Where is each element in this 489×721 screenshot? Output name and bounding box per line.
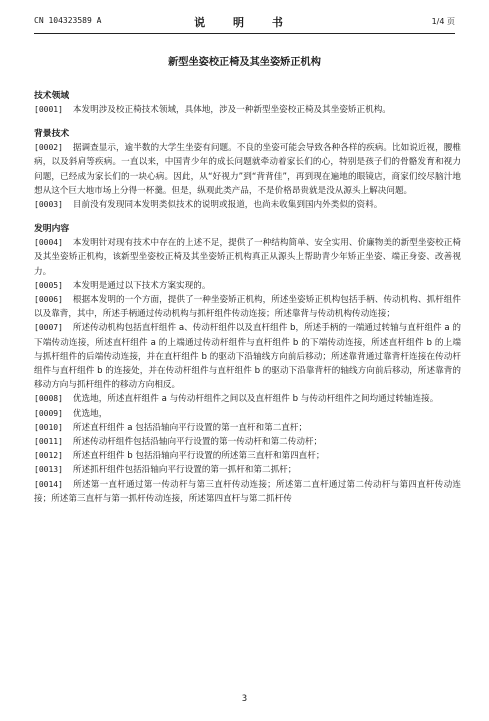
paragraph-number: [0008] — [34, 394, 63, 404]
page-counter: 1/4 页 — [431, 17, 455, 26]
paragraph-number: [0011] — [34, 437, 63, 447]
paragraph-number: [0014] — [34, 479, 63, 489]
paragraph-text: 据调查显示，逾半数的大学生坐姿有问题。不良的坐姿可能会导致各种各样的疾病。比如说近视，腰椎病，以及斜肩等疾病。一直以来，中国青少年的成长问题就牵动着家长们的心，特别是孩子们的骨骼发育和视力问题，已经成为家长们的一块心病。因此，从“好视力”到“背背佳”，再到现在遍地的眼镜店，商家们绞尽脑汁地想从这个巨大地市场上分得一杯羹。但是，纵观此类产品，不是价格昂贵就是没从源头上解决问题。 — [34, 143, 461, 196]
paragraph-text: 所述传动杆组件包括沿轴向平行设置的第一传动杆和第二传动杆； — [72, 437, 323, 448]
section-heading-background: 背景技术 — [34, 129, 70, 140]
paragraph-text: 所述第一直杆通过第一传动杆与第三直杆传动连接；所述第二直杆通过第二传动杆与第四直杆传动连接；所述第三直杆与第一抓杆传动连接，所述第四直杆与第二抓杆传 — [34, 479, 461, 504]
paragraph — [34, 236, 461, 279]
paragraph-text: 目前没有发现同本发明类似技术的说明或报道，也尚未收集到国内外类似的资料。 — [72, 200, 383, 211]
page-number: 3 — [241, 694, 248, 704]
paragraph — [34, 321, 461, 392]
paragraph — [34, 463, 461, 477]
paragraph — [34, 478, 461, 506]
paragraph — [34, 279, 461, 293]
paragraph-text: 本发明涉及校正椅技术领域，具体地，涉及一种新型坐姿校正椅及其坐姿矫正机构。 — [72, 105, 391, 115]
paragraph-text: 本发明是通过以下技术方案实现的。 — [72, 280, 211, 291]
paragraph-number: [0012] — [34, 451, 63, 461]
paragraph-number: [0009] — [34, 408, 63, 418]
section-heading-summary: 发明内容 — [34, 224, 70, 235]
paragraph-text: 优选地， — [72, 408, 108, 419]
section-heading-tech-field: 技术领域 — [34, 91, 70, 101]
paragraph-text: 所述抓杆组件包括沿轴向平行设置的第一抓杆和第二抓杆； — [72, 465, 297, 476]
paragraph — [34, 198, 461, 212]
paragraph-number: [0010] — [34, 422, 63, 432]
publication-number: CN 104323589 A — [34, 16, 102, 25]
paragraph — [34, 421, 461, 435]
paragraph-number: [0005] — [34, 280, 63, 290]
paragraph — [34, 449, 461, 463]
paragraph — [34, 103, 461, 117]
paragraph-text: 根据本发明的一个方面，提供了一种坐姿矫正机构，所述坐姿矫正机构包括手柄、传动机构、抓杆组件以及靠背，其中，所述手柄通过传动机构与抓杆组件传动连接；所述靠背与传动机构传动连接； — [34, 295, 461, 320]
paragraph-number: [0004] — [34, 238, 63, 248]
paragraph-number: [0006] — [34, 295, 63, 305]
document-type: 说 明 书 — [194, 16, 295, 29]
paragraph-text: 所述传动机构包括直杆组件 a、传动杆组件以及直杆组件 b，所述手柄的一端通过转轴与直杆组件 a 的下端传动连接，所述直杆组件 a 的上端通过传动杆组件与直杆组件 b 的下端传动连接，所述直杆组件 b 的上端与抓杆组件的后端传动连接，并在直杆组件 b 的驱动下沿轴线方向前后移动；所述靠背通过靠背杆连接在传动杆组件与直杆组件 b 的连接处，并在传动杆组件与直杆组件 b 的驱动下沿靠背杆的轴线方向前后移动，所述靠背的移动方向与抓杆组件的移动方向相反。 — [34, 323, 461, 391]
document-title: 新型坐姿校正椅及其坐姿矫正机构 — [168, 57, 321, 68]
paragraph-text: 优选地，所述直杆组件 a 与传动杆组件之间以及直杆组件 b 与传动杆组件之间均通过转轴连接。 — [72, 394, 439, 405]
paragraph-number: [0007] — [34, 323, 63, 333]
paragraph — [34, 407, 461, 421]
paragraph-text: 本发明针对现有技术中存在的上述不足，提供了一种结构简单、安全实用、价廉物美的新型坐姿校正椅及其坐姿矫正机构，该新型坐姿校正椅及其坐姿矫正机构真正从源头上帮助青少年矫正坐姿、端正身姿、改善视力。 — [34, 238, 461, 277]
paragraph — [34, 141, 461, 198]
paragraph-number: [0003] — [34, 200, 63, 210]
paragraph-number: [0013] — [34, 465, 63, 475]
paragraph-text: 所述直杆组件 a 包括沿轴向平行设置的第一直杆和第二直杆； — [72, 422, 308, 433]
paragraph-number: [0002] — [34, 143, 63, 153]
page-header — [34, 14, 455, 30]
document-body — [34, 89, 461, 506]
paragraph — [34, 293, 461, 321]
paragraph-text: 所述直杆组件 b 包括沿轴向平行设置的所述第三直杆和第四直杆； — [72, 451, 325, 462]
header-divider — [34, 33, 455, 34]
paragraph — [34, 435, 461, 449]
paragraph-number: [0001] — [34, 105, 63, 114]
paragraph — [34, 392, 461, 406]
